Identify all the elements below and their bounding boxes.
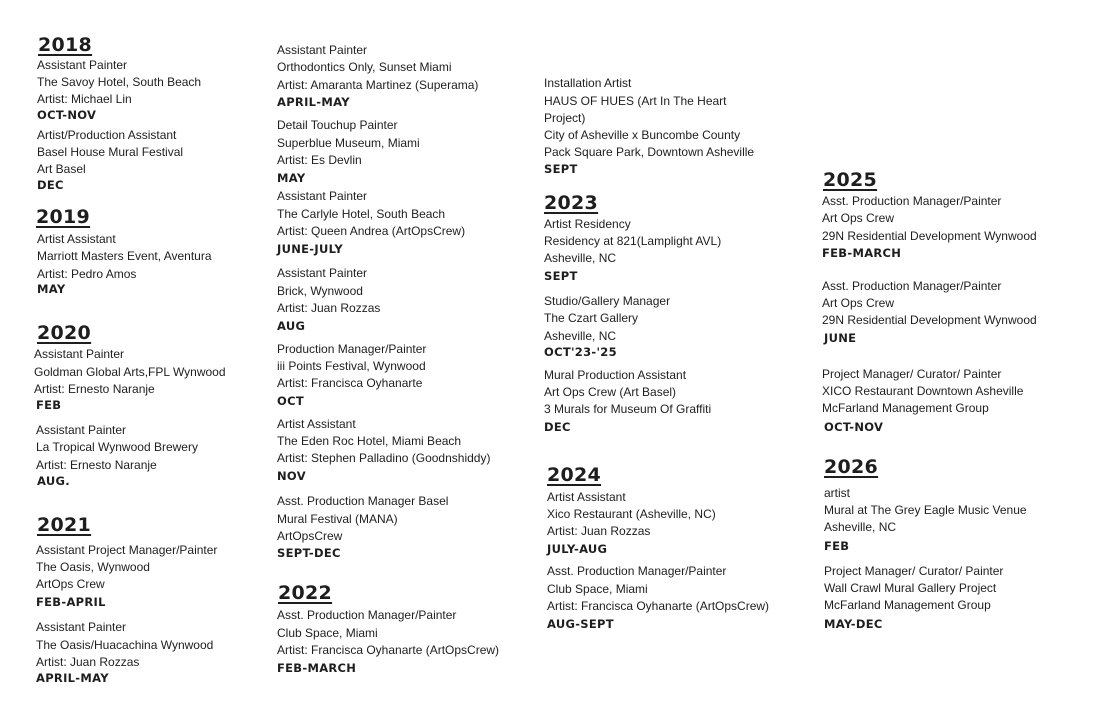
entry-role: Asst. Production Manager/Painter bbox=[822, 279, 1002, 293]
entry-venue: Wall Crawl Mural Gallery Project bbox=[824, 581, 997, 595]
year-heading: 2020 bbox=[37, 322, 92, 344]
entry-role: Project Manager/ Curator/ Painter bbox=[824, 564, 1004, 578]
entry-venue: Art Ops Crew (Art Basel) bbox=[544, 385, 677, 399]
entry-date: MAY-DEC bbox=[824, 617, 883, 631]
entry-artist: Artist: Stephen Palladino (Goodnshiddy) bbox=[277, 451, 491, 465]
entry-venue: La Tropical Wynwood Brewery bbox=[36, 440, 198, 454]
entry-venue: Basel House Mural Festival bbox=[37, 145, 184, 159]
entry-date: APRIL-MAY bbox=[277, 95, 350, 109]
entry-role: Assistant Painter bbox=[277, 43, 368, 57]
entry-artist: Artist: Ernesto Naranje bbox=[36, 458, 157, 472]
entry-venue: The Czart Gallery bbox=[544, 311, 639, 325]
entry-role: Production Manager/Painter bbox=[277, 342, 427, 356]
entry-role: Assistant Painter bbox=[277, 266, 368, 280]
entry-org: City of Asheville x Buncombe County bbox=[544, 128, 741, 142]
entry-date: FEB bbox=[824, 539, 850, 553]
year-heading: 2026 bbox=[824, 456, 879, 478]
entry-date: FEB-MARCH bbox=[822, 246, 902, 260]
year-heading: 2021 bbox=[37, 514, 92, 536]
entry-date: AUG-SEPT bbox=[547, 617, 614, 631]
entry-date: FEB-APRIL bbox=[36, 595, 106, 609]
entry-venue: Mural Festival (MANA) bbox=[277, 512, 398, 526]
entry-artist: Artist: Queen Andrea (ArtOpsCrew) bbox=[277, 224, 466, 238]
entry-crew: ArtOpsCrew bbox=[277, 529, 343, 543]
entry-role: Artist Assistant bbox=[277, 417, 356, 431]
entry-venue: Residency at 821(Lamplight AVL) bbox=[544, 234, 722, 248]
entry-org: McFarland Management Group bbox=[824, 598, 991, 612]
entry-date: JUNE-JULY bbox=[277, 242, 344, 256]
entry-role: Artist/Production Assistant bbox=[37, 128, 177, 142]
entry-venue: Marriott Masters Event, Aventura bbox=[37, 249, 212, 263]
entry-date: JULY-AUG bbox=[547, 542, 608, 556]
entry-artist: Artist: Francisca Oyhanarte (ArtOpsCrew) bbox=[277, 643, 500, 657]
entry-venue: Goldman Global Arts,FPL Wynwood bbox=[34, 365, 226, 379]
entry-venue: XICO Restaurant Downtown Asheville bbox=[822, 384, 1024, 398]
entry-role: Mural Production Assistant bbox=[544, 368, 687, 382]
entry-role: Asst. Production Manager Basel bbox=[277, 494, 449, 508]
entry-date: FEB bbox=[36, 398, 62, 412]
entry-venue: Xico Restaurant (Asheville, NC) bbox=[547, 507, 716, 521]
entry-role: Detail Touchup Painter bbox=[277, 118, 398, 132]
entry-venue: The Eden Roc Hotel, Miami Beach bbox=[277, 434, 462, 448]
entry-role: artist bbox=[824, 486, 851, 500]
year-heading: 2019 bbox=[36, 206, 91, 228]
year-heading: 2023 bbox=[544, 192, 599, 214]
entry-crew: ArtOps Crew bbox=[36, 577, 105, 591]
entry-artist: Artist: Juan Rozzas bbox=[547, 524, 651, 538]
entry-artist: Artist: Ernesto Naranje bbox=[34, 382, 155, 396]
entry-date: MAY bbox=[37, 282, 66, 296]
entry-artist: Artist: Es Devlin bbox=[277, 153, 362, 167]
entry-date: OCT bbox=[277, 394, 304, 408]
entry-role: Assistant Painter bbox=[37, 58, 128, 72]
entry-venue: Club Space, Miami bbox=[547, 582, 648, 596]
entry-date: SEPT bbox=[544, 162, 578, 176]
entry-role: Assistant Painter bbox=[277, 189, 368, 203]
entry-artist: Artist: Francisca Oyhanarte bbox=[277, 376, 423, 390]
entry-venue: The Savoy Hotel, South Beach bbox=[37, 75, 202, 89]
entry-venue: The Oasis/Huacachina Wynwood bbox=[36, 638, 214, 652]
entry-artist: Artist: Juan Rozzas bbox=[36, 655, 140, 669]
entry-venue: 29N Residential Development Wynwood bbox=[822, 229, 1037, 243]
entry-location: Asheville, NC bbox=[824, 520, 897, 534]
entry-date: APRIL-MAY bbox=[36, 671, 109, 685]
entry-date: OCT-NOV bbox=[824, 420, 884, 434]
entry-date: AUG bbox=[277, 319, 306, 333]
entry-venue: 29N Residential Development Wynwood bbox=[822, 313, 1037, 327]
entry-artist: Artist: Francisca Oyhanarte (ArtOpsCrew) bbox=[547, 599, 770, 613]
entry-role: Studio/Gallery Manager bbox=[544, 294, 671, 308]
year-heading: 2018 bbox=[38, 34, 93, 56]
entry-role: Artist Assistant bbox=[37, 232, 116, 246]
entry-artist: Artist: Michael Lin bbox=[37, 92, 132, 106]
entry-date: JUNE bbox=[824, 331, 857, 345]
entry-date: DEC bbox=[544, 420, 571, 434]
entry-venue: Project) bbox=[544, 111, 586, 125]
entry-date: OCT'23-'25 bbox=[544, 345, 617, 359]
entry-venue: Orthodontics Only, Sunset Miami bbox=[277, 60, 452, 74]
entry-role: Assistant Painter bbox=[36, 620, 127, 634]
entry-crew: Art Ops Crew bbox=[822, 211, 895, 225]
entry-role: Artist Assistant bbox=[547, 490, 626, 504]
entry-role: Asst. Production Manager/Painter bbox=[277, 608, 457, 622]
entry-role: Installation Artist bbox=[544, 76, 632, 90]
entry-role: Project Manager/ Curator/ Painter bbox=[822, 367, 1002, 381]
entry-location: Asheville, NC bbox=[544, 251, 617, 265]
entry-event: Art Basel bbox=[37, 162, 86, 176]
entry-venue: Mural at The Grey Eagle Music Venue bbox=[824, 503, 1027, 517]
entry-crew: Art Ops Crew bbox=[822, 296, 895, 310]
entry-detail: 3 Murals for Museum Of Graffiti bbox=[544, 402, 712, 416]
entry-role: Assistant Painter bbox=[36, 423, 127, 437]
entry-date: SEPT bbox=[544, 269, 578, 283]
year-heading: 2022 bbox=[278, 582, 333, 604]
year-heading: 2024 bbox=[547, 464, 602, 486]
entry-venue: Brick, Wynwood bbox=[277, 284, 363, 298]
entry-role: Assistant Painter bbox=[34, 347, 125, 361]
entry-venue: The Oasis, Wynwood bbox=[36, 560, 150, 574]
entry-venue: Superblue Museum, Miami bbox=[277, 136, 420, 150]
entry-artist: Artist: Amaranta Martinez (Superama) bbox=[277, 78, 479, 92]
entry-date: SEPT-DEC bbox=[277, 546, 341, 560]
entry-date: OCT-NOV bbox=[37, 108, 97, 122]
entry-location: Asheville, NC bbox=[544, 329, 617, 343]
entry-venue: iii Points Festival, Wynwood bbox=[277, 359, 426, 373]
entry-date: DEC bbox=[37, 178, 64, 192]
entry-artist: Artist: Pedro Amos bbox=[37, 267, 137, 281]
entry-role: Assistant Project Manager/Painter bbox=[36, 543, 218, 557]
entry-artist: Artist: Juan Rozzas bbox=[277, 301, 381, 315]
entry-venue: HAUS OF HUES (Art In The Heart bbox=[544, 94, 727, 108]
entry-role: Asst. Production Manager/Painter bbox=[822, 194, 1002, 208]
entry-date: FEB-MARCH bbox=[277, 661, 357, 675]
entry-venue: Club Space, Miami bbox=[277, 626, 378, 640]
entry-venue: The Carlyle Hotel, South Beach bbox=[277, 207, 446, 221]
entry-location: Pack Square Park, Downtown Asheville bbox=[544, 145, 755, 159]
year-heading: 2025 bbox=[823, 169, 878, 191]
entry-role: Asst. Production Manager/Painter bbox=[547, 564, 727, 578]
entry-role: Artist Residency bbox=[544, 217, 631, 231]
entry-date: MAY bbox=[277, 171, 306, 185]
entry-date: AUG. bbox=[37, 474, 70, 488]
entry-org: McFarland Management Group bbox=[822, 401, 989, 415]
entry-date: NOV bbox=[277, 469, 306, 483]
